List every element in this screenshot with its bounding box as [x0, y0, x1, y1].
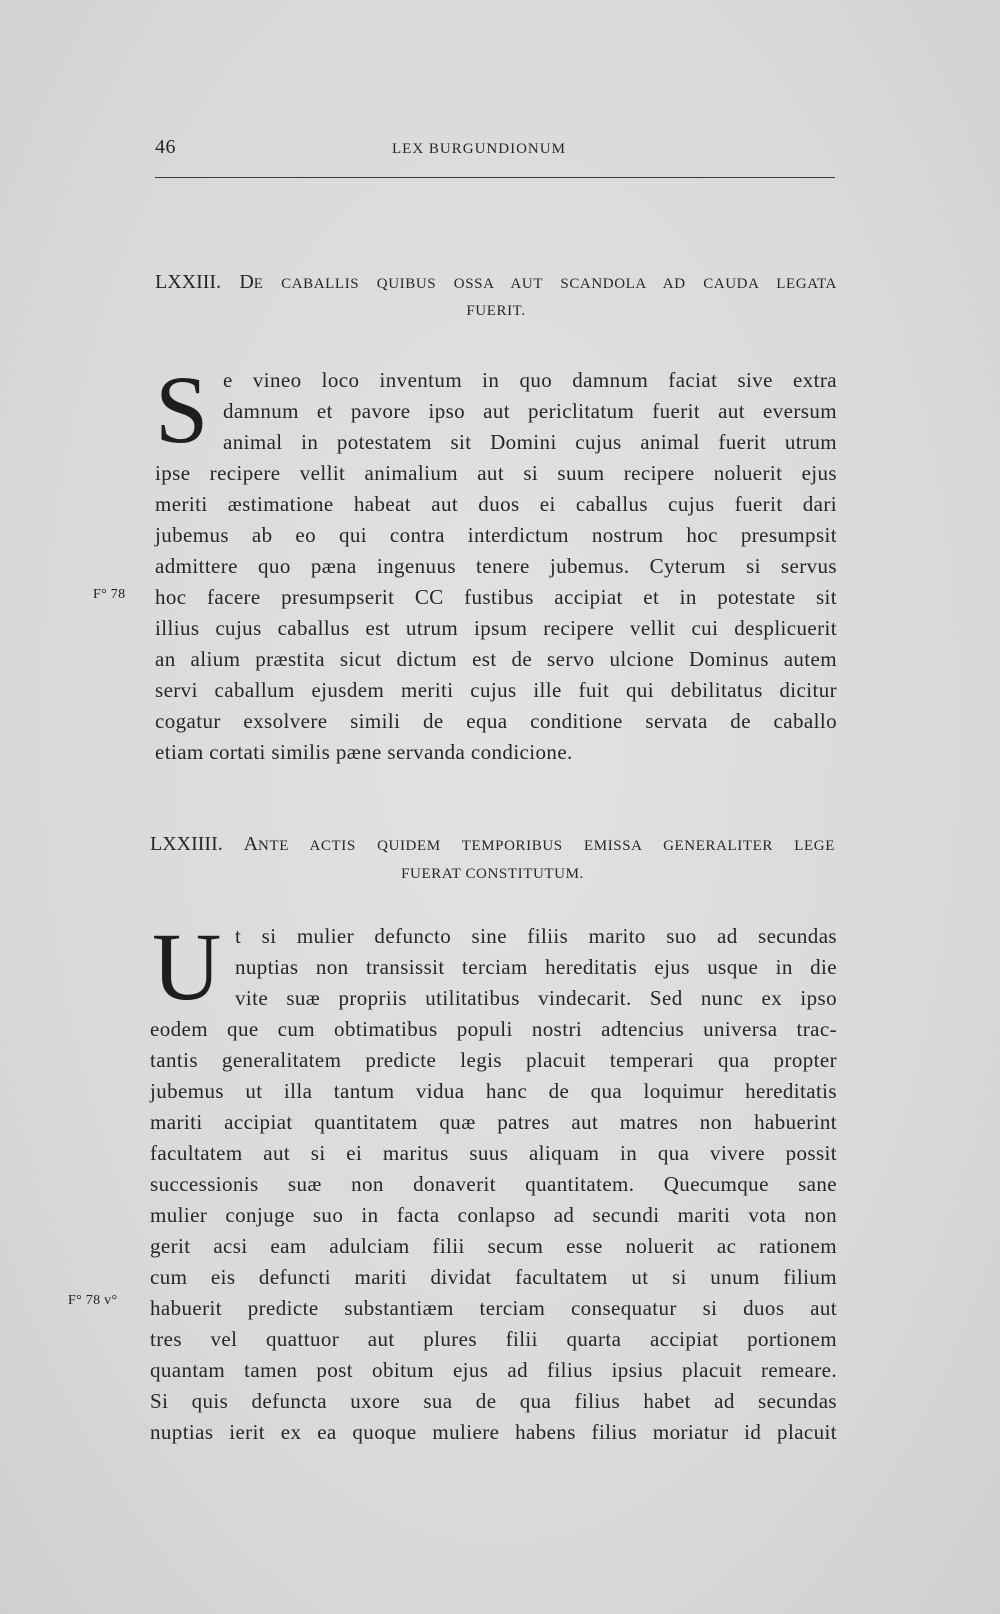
text-line: nuptias non transissit terciam hereditatis ejus usque in die	[235, 955, 837, 979]
section-title-continuation: FUERIT.	[466, 303, 526, 319]
text-line: t si mulier defuncto sine filiis marito suo ad secundas	[235, 924, 837, 948]
text-line: tantis generalitatem predicte legis placuit temperari qua propter	[150, 1048, 837, 1072]
margin-folio-note: F° 78 v°	[68, 1293, 118, 1308]
text-line: admittere quo pæna ingenuus tenere jubemus. Cyterum si servus	[155, 554, 837, 578]
text-line: facultatem aut si ei maritus suus aliquam in qua vivere possit	[150, 1141, 837, 1165]
header-rule	[155, 177, 835, 178]
text-line: hoc facere presumpserit CC fustibus accipiat et in potestate sit	[155, 585, 837, 609]
text-line: mulier conjuge suo in facta conlapso ad secundi mariti vota non	[150, 1203, 837, 1227]
text-line: etiam cortati similis pæne servanda condicione.	[155, 740, 573, 764]
section-text-lxxiiii	[150, 913, 837, 1448]
section-title-continuation: FUERAT CONSTITUTUM.	[401, 866, 584, 882]
text-line: illius cujus caballus est utrum ipsum recipere vellit cui desplicuerit	[155, 616, 837, 640]
margin-folio-note: F° 78	[93, 587, 126, 602]
text-line: jubemus ab eo qui contra interdictum nostrum hoc presumpsit	[155, 523, 837, 547]
text-line: quantam tamen post obitum ejus ad filius ipsius placuit remeare.	[150, 1358, 837, 1382]
running-title: LEX BURGUNDIONUM	[392, 141, 566, 157]
page-number: 46	[155, 136, 176, 158]
text-line: Si quis defuncta uxore sua de qua filius habet ad secundas	[150, 1389, 837, 1413]
text-line: vite suæ propriis utilitatibus vindecarit. Sed nunc ex ipso	[235, 986, 837, 1010]
text-line: eodem que cum obtimatibus populi nostri adtencius universa trac-	[150, 1017, 837, 1041]
text-line: cogatur exsolvere simili de equa conditione servata de caballo	[155, 709, 837, 733]
section-title: NTE ACTIS QUIDEM TEMPORIBUS EMISSA GENERALITER LEGE	[258, 838, 835, 854]
page-header	[155, 136, 835, 180]
text-line: an alium præstita sicut dictum est de servo ulcione Dominus autem	[155, 647, 837, 671]
text-line: jubemus ut illa tantum vidua hanc de qua loquimur hereditatis	[150, 1079, 837, 1103]
text-line: animal in potestatem sit Domini cujus animal fuerit utrum	[223, 430, 837, 454]
section-numeral: LXXIIII.	[150, 833, 223, 855]
section-heading-lxxiiii	[150, 830, 835, 860]
section-numeral: LXXIII.	[155, 271, 222, 293]
drop-cap: S	[155, 356, 209, 463]
section-title-initial: A	[243, 833, 259, 855]
text-line: successionis suæ non donaverit quantitatem. Quecumque sane	[150, 1172, 837, 1196]
text-line: e vineo loco inventum in quo damnum faciat sive extra	[223, 368, 837, 392]
section-title-initial: D	[239, 271, 254, 293]
text-line: damnum et pavore ipso aut periclitatum fuerit aut eversum	[223, 399, 837, 423]
text-line: gerit acsi eam adulciam filii secum esse noluerit ac rationem	[150, 1234, 837, 1258]
text-line: habuerit predicte substantiæm terciam consequatur si duos aut	[150, 1296, 837, 1320]
section-title: E CABALLIS QUIBUS OSSA AUT SCANDOLA AD CAUDA LEGATA	[253, 276, 837, 292]
section-text-lxxiii	[155, 356, 837, 768]
text-line: cum eis defuncti mariti dividat facultatem ut si unum filium	[150, 1265, 837, 1289]
text-line: servi caballum ejusdem meriti cujus ille fuit qui debilitatus dicitur	[155, 678, 837, 702]
text-line: nuptias ierit ex ea quoque muliere habens filius moriatur id placuit	[150, 1420, 837, 1444]
text-line: meriti æstimatione habeat aut duos ei caballus cujus fuerit dari	[155, 492, 837, 516]
text-line: tres vel quattuor aut plures filii quarta accipiat portionem	[150, 1327, 837, 1351]
text-line: mariti accipiat quantitatem quæ patres aut matres non habuerint	[150, 1110, 837, 1134]
text-line: ipse recipere vellit animalium aut si suum recipere noluerit ejus	[155, 461, 837, 485]
drop-cap: U	[152, 913, 222, 1020]
section-heading-lxxiii	[155, 268, 837, 298]
